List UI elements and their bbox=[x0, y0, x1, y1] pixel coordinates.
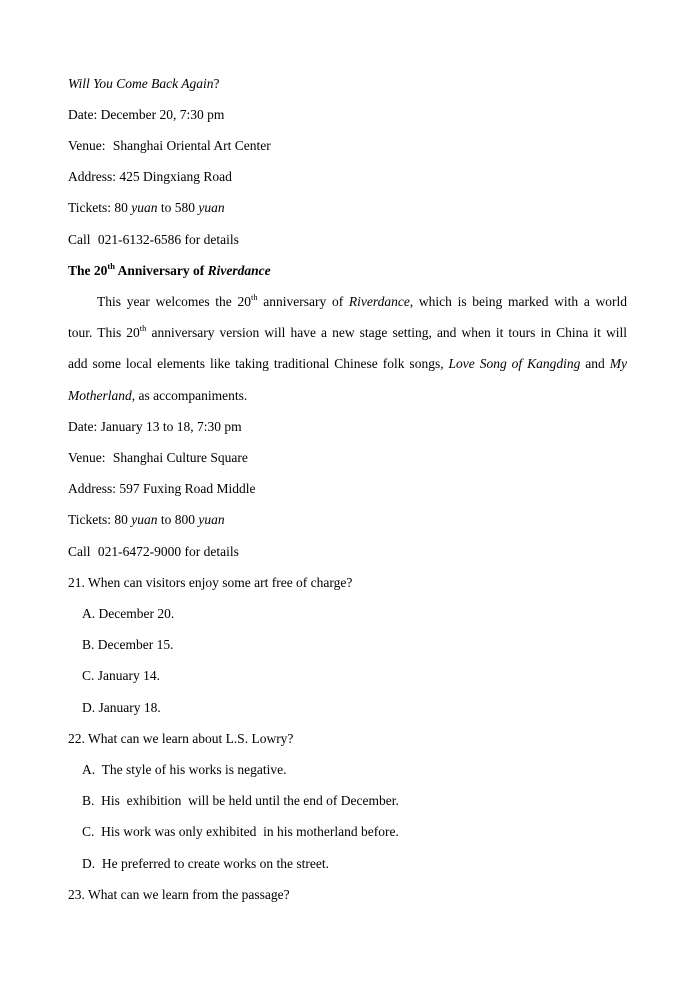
event1-date-value: December 20, 7:30 pm bbox=[100, 107, 225, 122]
question-22-option-a: A. The style of his works is negative. bbox=[82, 762, 287, 777]
para-l3-italic: Love Song of Kangding bbox=[448, 356, 581, 371]
event2-heading-pre: The 20 bbox=[68, 263, 108, 278]
event1-venue bbox=[68, 138, 271, 154]
event1-date bbox=[68, 107, 224, 123]
para-l1-italic: Riverdance bbox=[348, 294, 410, 309]
event2-venue-value: Shanghai Culture Square bbox=[112, 450, 248, 465]
event1-address-label: Address: bbox=[68, 169, 116, 184]
para-l1-b: anniversary of bbox=[257, 294, 349, 309]
event1-tickets-to-word: to bbox=[160, 200, 172, 215]
event2-tickets-label: Tickets: bbox=[68, 512, 112, 527]
event2-paragraph-line-2 bbox=[68, 322, 627, 341]
event1-venue-value: Shanghai Oriental Art Center bbox=[112, 138, 271, 153]
event2-call-suffix: for details bbox=[184, 544, 239, 559]
event2-call-label: Call bbox=[68, 544, 91, 559]
event1-call-suffix: for details bbox=[184, 232, 239, 247]
event1-tickets-unit-to: yuan bbox=[198, 200, 225, 215]
event1-call bbox=[68, 232, 239, 248]
question-22-option-b: B. His exhibition will be held until the end of December. bbox=[82, 793, 399, 808]
para-l1-sup: th bbox=[250, 291, 258, 302]
event2-heading-sup: th bbox=[107, 260, 115, 271]
para-l2-b: anniversary version will have a new stage setting, and when it tours in China it will bbox=[146, 325, 627, 340]
question-21-option-d: D. January 18. bbox=[82, 700, 161, 715]
event1-call-number: 021-6132-6586 bbox=[97, 232, 182, 247]
question-22-option-d: D. He preferred to create works on the street. bbox=[82, 856, 330, 871]
question-22-option-c: C. His work was only exhibited in his motherland before. bbox=[82, 824, 399, 839]
event1-tickets bbox=[68, 200, 225, 216]
event1-address bbox=[68, 169, 232, 185]
event2-venue-label: Venue: bbox=[68, 450, 106, 465]
event2-heading-mid: Anniversary of bbox=[114, 263, 208, 278]
question-21-option-b: B. December 15. bbox=[82, 637, 174, 652]
event1-address-value: 425 Dingxiang Road bbox=[119, 169, 232, 184]
question-21-stem: 21. When can visitors enjoy some art free of charge? bbox=[68, 575, 353, 590]
event1-title-punct: ? bbox=[213, 76, 220, 91]
event2-date-label: Date: bbox=[68, 419, 98, 434]
event2-date-value: January 13 to 18, 7:30 pm bbox=[100, 419, 242, 434]
event2-address-label: Address: bbox=[68, 481, 116, 496]
event2-tickets-to-word: to bbox=[160, 512, 172, 527]
question-23-stem: 23. What can we learn from the passage? bbox=[68, 887, 290, 902]
question-21-option-c: C. January 14. bbox=[82, 668, 160, 683]
event2-venue bbox=[68, 450, 248, 466]
event1-date-label: Date: bbox=[68, 107, 98, 122]
event2-paragraph-line-1 bbox=[97, 291, 628, 310]
event1-tickets-label: Tickets: bbox=[68, 200, 112, 215]
event1-title bbox=[68, 76, 220, 92]
question-21-option-a: A. December 20. bbox=[82, 606, 175, 621]
event2-tickets-unit-from: yuan bbox=[131, 512, 158, 527]
para-l2-a: tour. This 20 bbox=[68, 325, 140, 340]
event2-tickets bbox=[68, 512, 225, 528]
question-22-stem: 22. What can we learn about L.S. Lowry? bbox=[68, 731, 294, 746]
event2-date bbox=[68, 419, 242, 435]
para-l4-b: , as accompaniments. bbox=[131, 388, 248, 403]
event1-tickets-from: 80 bbox=[114, 200, 128, 215]
event2-tickets-from: 80 bbox=[114, 512, 128, 527]
para-l3-italic2: My bbox=[609, 356, 627, 371]
event2-call-number: 021-6472-9000 bbox=[97, 544, 182, 559]
para-l3-a: add some local elements like taking traditional Chinese folk songs, bbox=[68, 356, 449, 371]
event2-heading bbox=[68, 260, 271, 279]
event1-venue-label: Venue: bbox=[68, 138, 106, 153]
event2-address bbox=[68, 481, 256, 497]
para-l2-sup: th bbox=[139, 322, 147, 333]
event2-call bbox=[68, 544, 239, 560]
event1-call-label: Call bbox=[68, 232, 91, 247]
para-l4-italic: Motherland bbox=[68, 388, 132, 403]
event2-tickets-unit-to: yuan bbox=[198, 512, 225, 527]
para-l1-a: This year welcomes the 20 bbox=[97, 294, 251, 309]
event2-paragraph-line-3 bbox=[68, 356, 627, 372]
event2-tickets-to: 800 bbox=[174, 512, 196, 527]
para-l3-b: and bbox=[580, 356, 610, 371]
para-l1-c: , which is being marked with a world bbox=[409, 294, 628, 309]
event2-heading-italic: Riverdance bbox=[207, 263, 271, 278]
event2-paragraph-line-4 bbox=[68, 388, 247, 404]
event2-address-value: 597 Fuxing Road Middle bbox=[119, 481, 256, 496]
event1-tickets-unit-from: yuan bbox=[131, 200, 158, 215]
event1-tickets-to: 580 bbox=[174, 200, 196, 215]
event1-title-text: Will You Come Back Again bbox=[68, 76, 214, 91]
